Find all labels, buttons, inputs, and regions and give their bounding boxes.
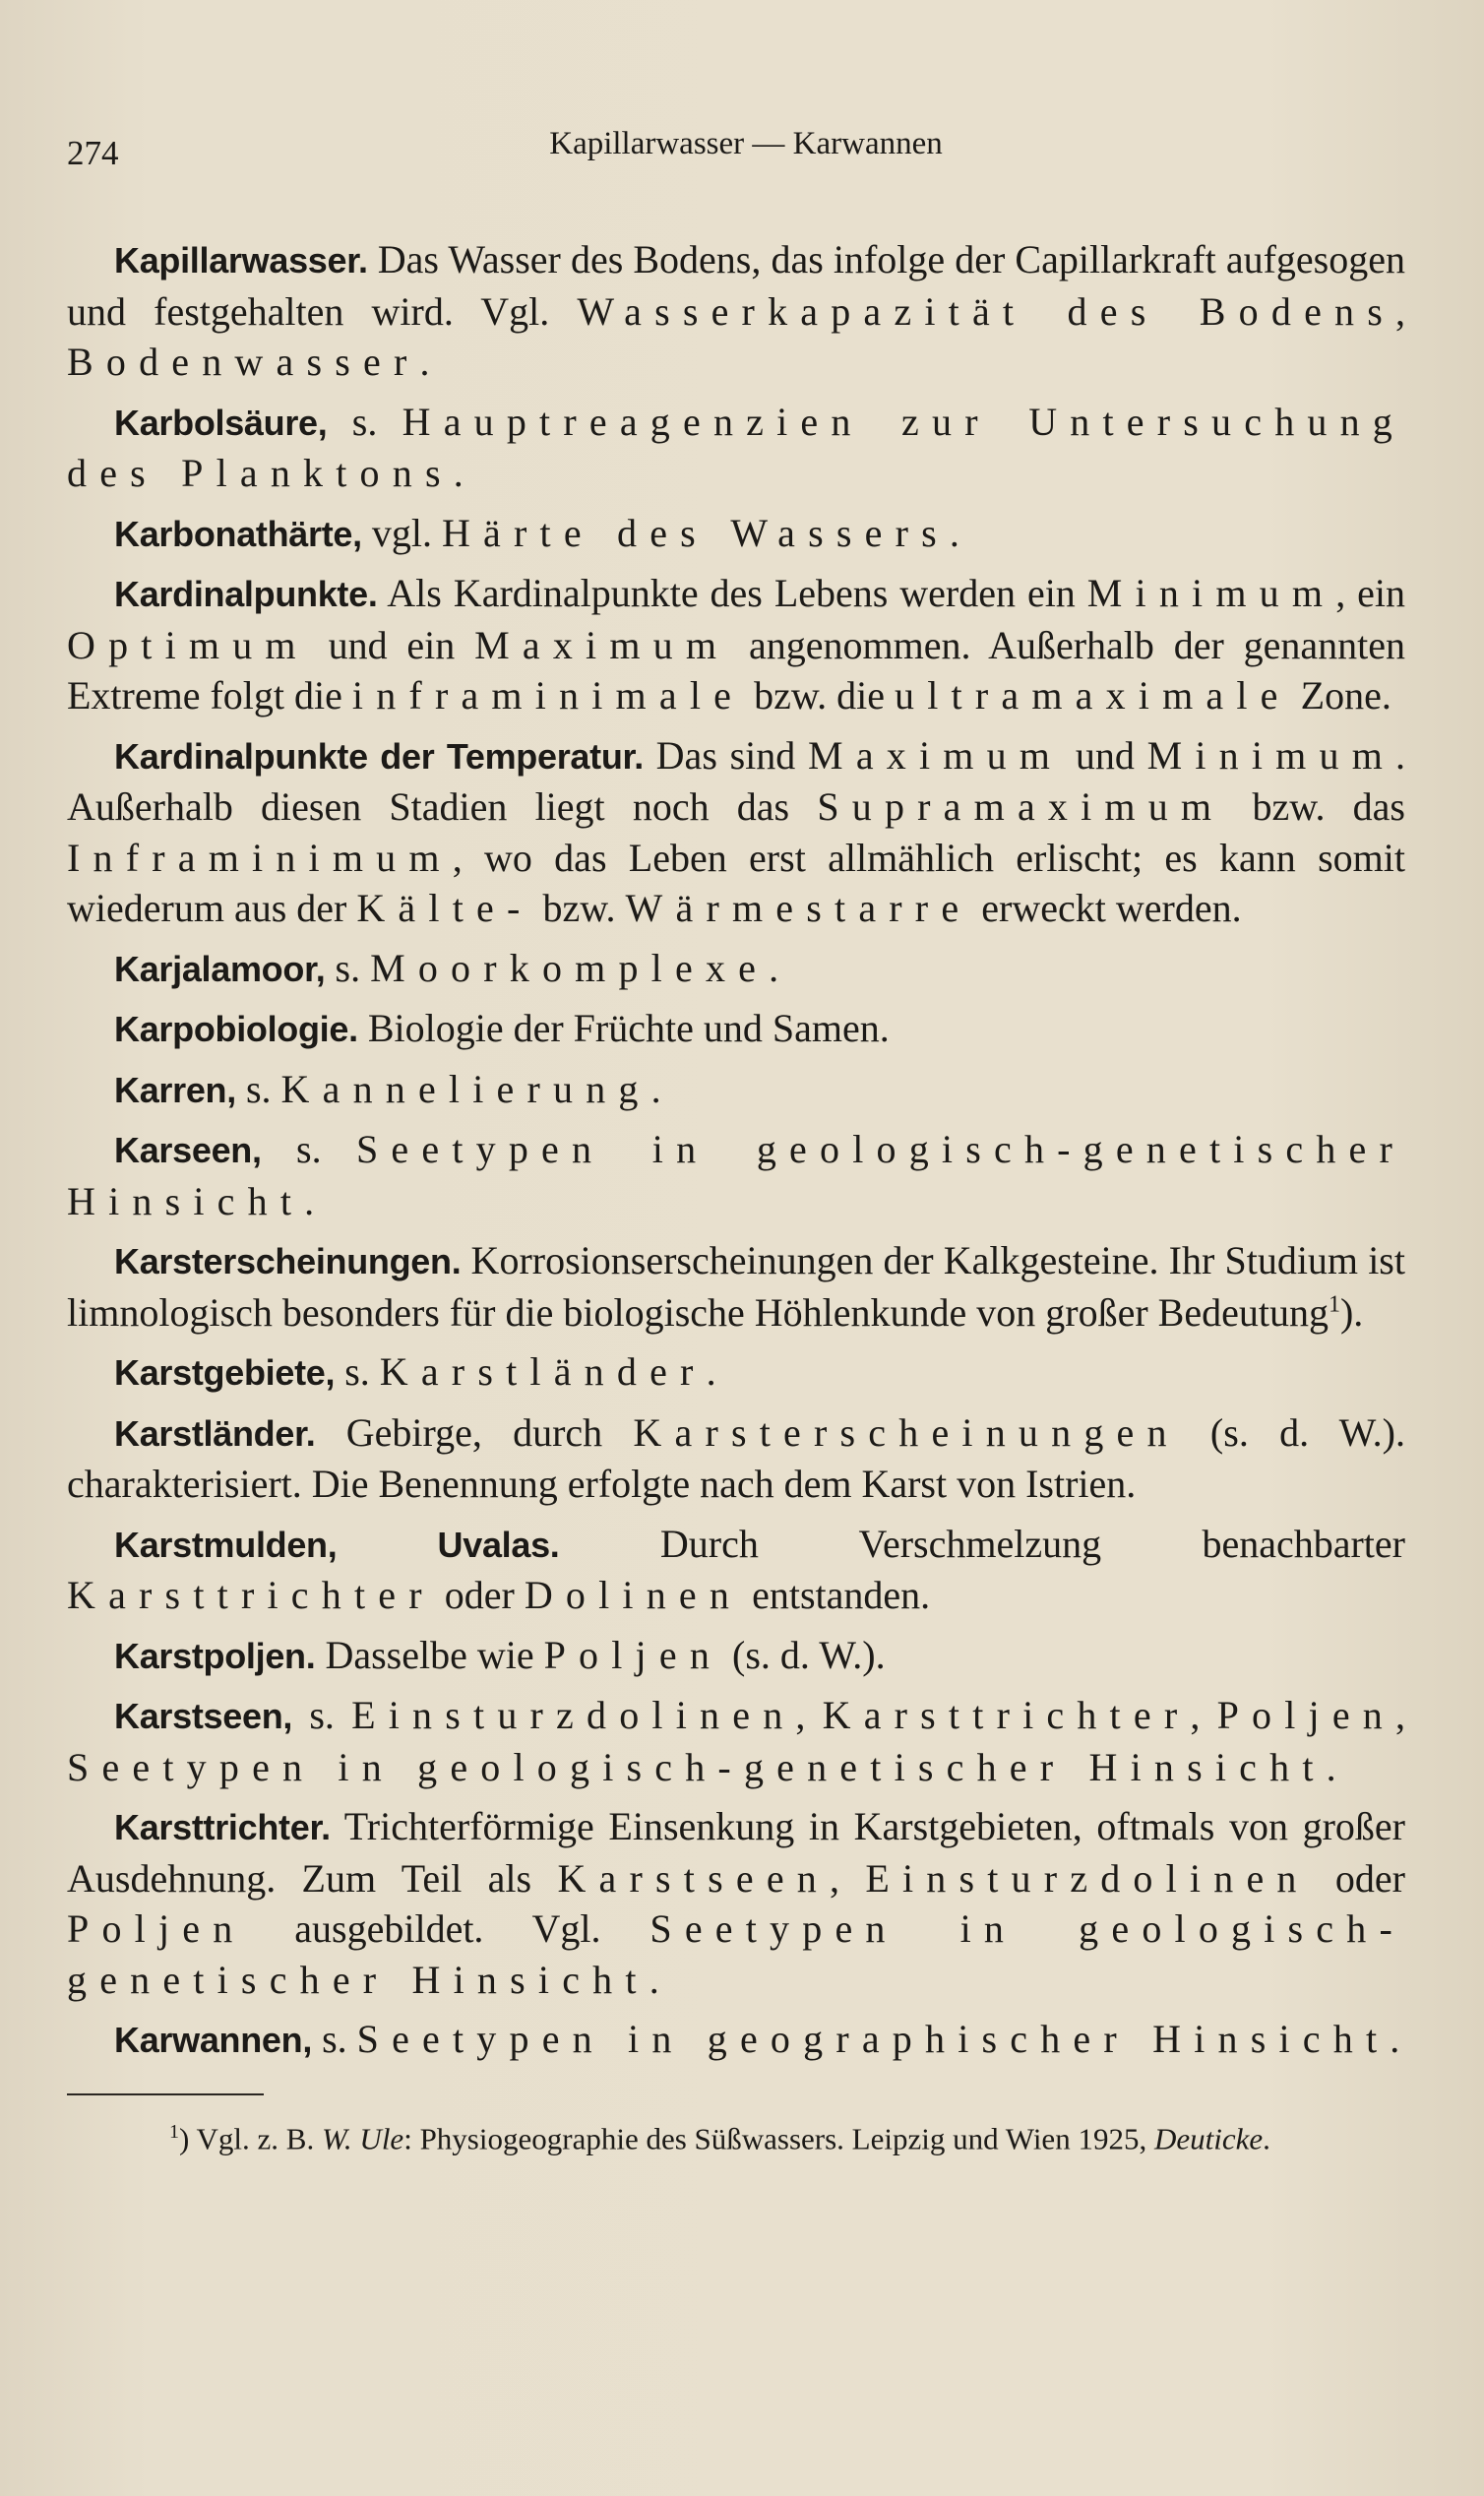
dictionary-entry	[67, 1064, 1405, 1116]
footnote-reference: 1	[1328, 1291, 1340, 1318]
entry-text: bzw.	[532, 886, 626, 930]
entry-headword: Karstpoljen.	[114, 1635, 316, 1676]
spaced-cross-reference: Poljen	[543, 1632, 723, 1677]
entry-headword: Karsttrichter.	[114, 1807, 331, 1847]
dictionary-entry	[67, 1630, 1405, 1682]
entry-text: , wo das Leben erst allmählich erlischt; es kann somit wiederum aus der	[67, 835, 1405, 930]
entry-headword: Karwannen,	[114, 2020, 313, 2060]
entry-text: entstanden.	[742, 1573, 931, 1617]
entry-text: .	[304, 1178, 315, 1223]
dictionary-entry	[67, 1801, 1405, 2005]
entry-text: und ein	[308, 622, 475, 667]
spaced-cross-reference: Maximum	[808, 732, 1064, 778]
spaced-cross-reference: Karsttrichter	[67, 1573, 435, 1617]
entry-text: Gebirge, durch	[315, 1409, 634, 1455]
entry-headword: Karbolsäure,	[114, 402, 328, 443]
entry-text: .	[706, 1349, 716, 1394]
spaced-cross-reference: Karstseen	[557, 1855, 830, 1901]
footnote-rule	[67, 2093, 264, 2095]
dictionary-entry	[67, 397, 1405, 499]
entry-text: bzw. die	[744, 673, 896, 718]
entry-text: s.	[292, 1693, 352, 1737]
spaced-cross-reference: Karsterscheinungen	[633, 1409, 1180, 1455]
dictionary-entry	[67, 1519, 1405, 1621]
footnote-mark: 1	[169, 2120, 179, 2143]
spaced-cross-reference: Einsturzdolinen	[865, 1855, 1310, 1901]
entry-text: ausgebildet. Vgl.	[245, 1906, 650, 1951]
entry-headword: Karstmulden, Uvalas.	[114, 1524, 560, 1565]
entry-text: s.	[327, 399, 402, 444]
entry-text: , ein	[1335, 571, 1406, 615]
spaced-cross-reference: ultramaximale	[895, 673, 1291, 718]
dictionary-entry	[67, 1690, 1405, 1792]
spaced-cross-reference: Optimum	[67, 622, 309, 667]
entry-text: ,	[829, 1855, 866, 1901]
entry-headword: Karstländer.	[114, 1412, 316, 1454]
entry-headword: Karjalamoor,	[114, 948, 326, 989]
spaced-cross-reference: Moorkomplexe	[370, 945, 770, 990]
entry-headword: Karsterscheinungen.	[114, 1241, 462, 1281]
entry-text: ,	[795, 1693, 823, 1737]
entry-text: Das Wasser des Bodens, das infolge der Capillarkraft aufgesogen und festgehalten wird. Vgl.	[67, 237, 1405, 334]
spaced-cross-reference: Seetypen in geologisch-genetischer Hinsicht	[67, 1127, 1405, 1223]
entry-text: ,	[1190, 1693, 1217, 1737]
entry-text: s.	[312, 2017, 357, 2061]
entry-headword: Karren,	[114, 1069, 236, 1110]
entry-text: .	[453, 451, 464, 495]
footnote-italic-text: W. Ule	[321, 2120, 404, 2155]
entry-text: .	[769, 945, 779, 990]
entry-text: angenommen. Außerhalb der genannten Extreme folgt die	[67, 622, 1406, 718]
entry-text: Trichterförmige Einsenkung in Karstgebieten, oftmals von großer Ausdehnung. Zum Teil als	[67, 1804, 1405, 1901]
entry-text: Korrosionserscheinungen der Kalkgesteine. Ihr Studium ist limnologisch besonders für die biologische Höhlenkunde von großer Bedeutung	[67, 1238, 1405, 1335]
entry-list	[67, 234, 1405, 2066]
spaced-cross-reference: Bodenwasser	[67, 340, 420, 384]
dictionary-entry	[67, 1003, 1405, 1055]
entry-text: .	[649, 1957, 659, 2002]
spaced-cross-reference: Kälte-	[356, 886, 533, 930]
spaced-cross-reference: Poljen	[1216, 1693, 1395, 1737]
spaced-cross-reference: Karstländer	[379, 1349, 707, 1394]
entry-text: .	[949, 510, 959, 555]
entry-text: oder	[434, 1573, 525, 1617]
dictionary-entry	[67, 1407, 1405, 1510]
entry-text: Das sind	[643, 732, 809, 778]
entry-headword: Kapillarwasser.	[114, 240, 368, 281]
entry-text: s.	[335, 1349, 380, 1394]
entry-text: Zone.	[1290, 673, 1391, 718]
dictionary-entry	[67, 568, 1405, 721]
entry-text: .	[650, 1066, 661, 1111]
entry-text: Als Kardinalpunkte des Lebens werden ein	[377, 571, 1087, 615]
footnote-segment: ) Vgl. z. B.	[179, 2120, 322, 2155]
spaced-cross-reference: Karsttrichter	[822, 1693, 1191, 1737]
spaced-cross-reference: Inframinimum	[67, 835, 453, 880]
entry-headword: Karseen,	[114, 1130, 262, 1170]
entry-text: oder	[1309, 1855, 1406, 1901]
entry-headword: Kardinalpunkte der Temperatur.	[114, 735, 644, 777]
dictionary-entry	[67, 1346, 1405, 1399]
entry-text: .	[419, 340, 430, 384]
entry-headword: Kardinalpunkte.	[114, 574, 378, 614]
entry-text: Biologie der Früchte und Samen.	[357, 1006, 890, 1050]
spaced-cross-reference: Maximum	[474, 622, 730, 667]
spaced-cross-reference: Seetypen in geologisch-genetischer Hinsicht	[67, 1906, 1405, 2002]
entry-text: (s. d. W.).	[722, 1632, 886, 1677]
entry-headword: Karstgebiete,	[114, 1352, 336, 1393]
entry-text: ).	[1339, 1289, 1364, 1335]
entry-headword: Karbonathärte,	[114, 513, 362, 554]
dictionary-entry	[67, 943, 1405, 995]
entry-text: bzw. das	[1224, 784, 1405, 829]
dictionary-entry	[67, 730, 1405, 934]
entry-text: . Außerhalb diesen Stadien liegt noch das	[67, 732, 1406, 829]
spaced-cross-reference: Dolinen	[524, 1573, 743, 1617]
entry-text: Durch Verschmelzung benachbarter	[559, 1521, 1405, 1566]
spaced-cross-reference: Härte des Wassers	[441, 510, 950, 555]
dictionary-entry	[67, 1235, 1405, 1338]
spaced-cross-reference: Hauptreagenzien zur Untersuchung des Planktons	[67, 399, 1405, 495]
entry-text: und	[1063, 732, 1147, 778]
spaced-cross-reference: Wärmestarre	[625, 886, 972, 930]
entry-text: ,	[1395, 288, 1406, 334]
spaced-cross-reference: Seetypen in geologisch-genetischer Hinsicht	[67, 1744, 1327, 1789]
spaced-cross-reference: Wasserkapazität des Bodens	[577, 288, 1396, 334]
dictionary-entry	[67, 234, 1405, 388]
spaced-cross-reference: inframinimale	[351, 673, 745, 718]
dictionary-entry	[67, 508, 1405, 560]
entry-headword: Karpobiologie.	[114, 1009, 358, 1049]
spaced-cross-reference: Supramaximum	[817, 784, 1225, 829]
dictionary-entry	[67, 1124, 1405, 1226]
entry-text: ,	[1395, 1693, 1405, 1737]
entry-text: s.	[261, 1127, 356, 1171]
spaced-cross-reference: Minimum	[1146, 732, 1396, 778]
entry-text: .	[1390, 2017, 1400, 2061]
entry-text: vgl.	[361, 510, 442, 555]
page-header	[67, 126, 1405, 185]
spaced-cross-reference: Minimum	[1086, 571, 1336, 615]
spaced-cross-reference: Kannelierung	[280, 1066, 651, 1111]
entry-headword: Karstseen,	[114, 1696, 293, 1736]
dictionary-entry	[67, 2014, 1405, 2066]
footnote-segment: .	[1263, 2120, 1270, 2155]
page-number: 274	[67, 134, 119, 172]
entry-text: s.	[235, 1066, 281, 1111]
footnote-text	[67, 2113, 1405, 2157]
footnote-segment: : Physiogeographie des Süßwassers. Leipzig und Wien 1925,	[403, 2120, 1154, 2155]
footnote	[67, 2113, 1405, 2157]
spaced-cross-reference: Poljen	[67, 1906, 246, 1951]
running-head: Kapillarwasser — Karwannen	[549, 126, 943, 161]
spaced-cross-reference: Einsturzdolinen	[351, 1693, 796, 1737]
page-content	[67, 126, 1405, 2157]
entry-text: Dasselbe wie	[315, 1632, 544, 1677]
footnote-italic-text: Deuticke	[1153, 2120, 1264, 2155]
entry-text: .	[1326, 1744, 1336, 1789]
entry-text: s.	[325, 945, 371, 990]
spaced-cross-reference: Seetypen in geographischer Hinsicht	[356, 2017, 1391, 2061]
entry-text: (s. d. W.). charakterisiert. Die Benennung erfolgte nach dem Karst von Istrien.	[67, 1409, 1405, 1506]
entry-text: erweckt werden.	[971, 886, 1242, 930]
